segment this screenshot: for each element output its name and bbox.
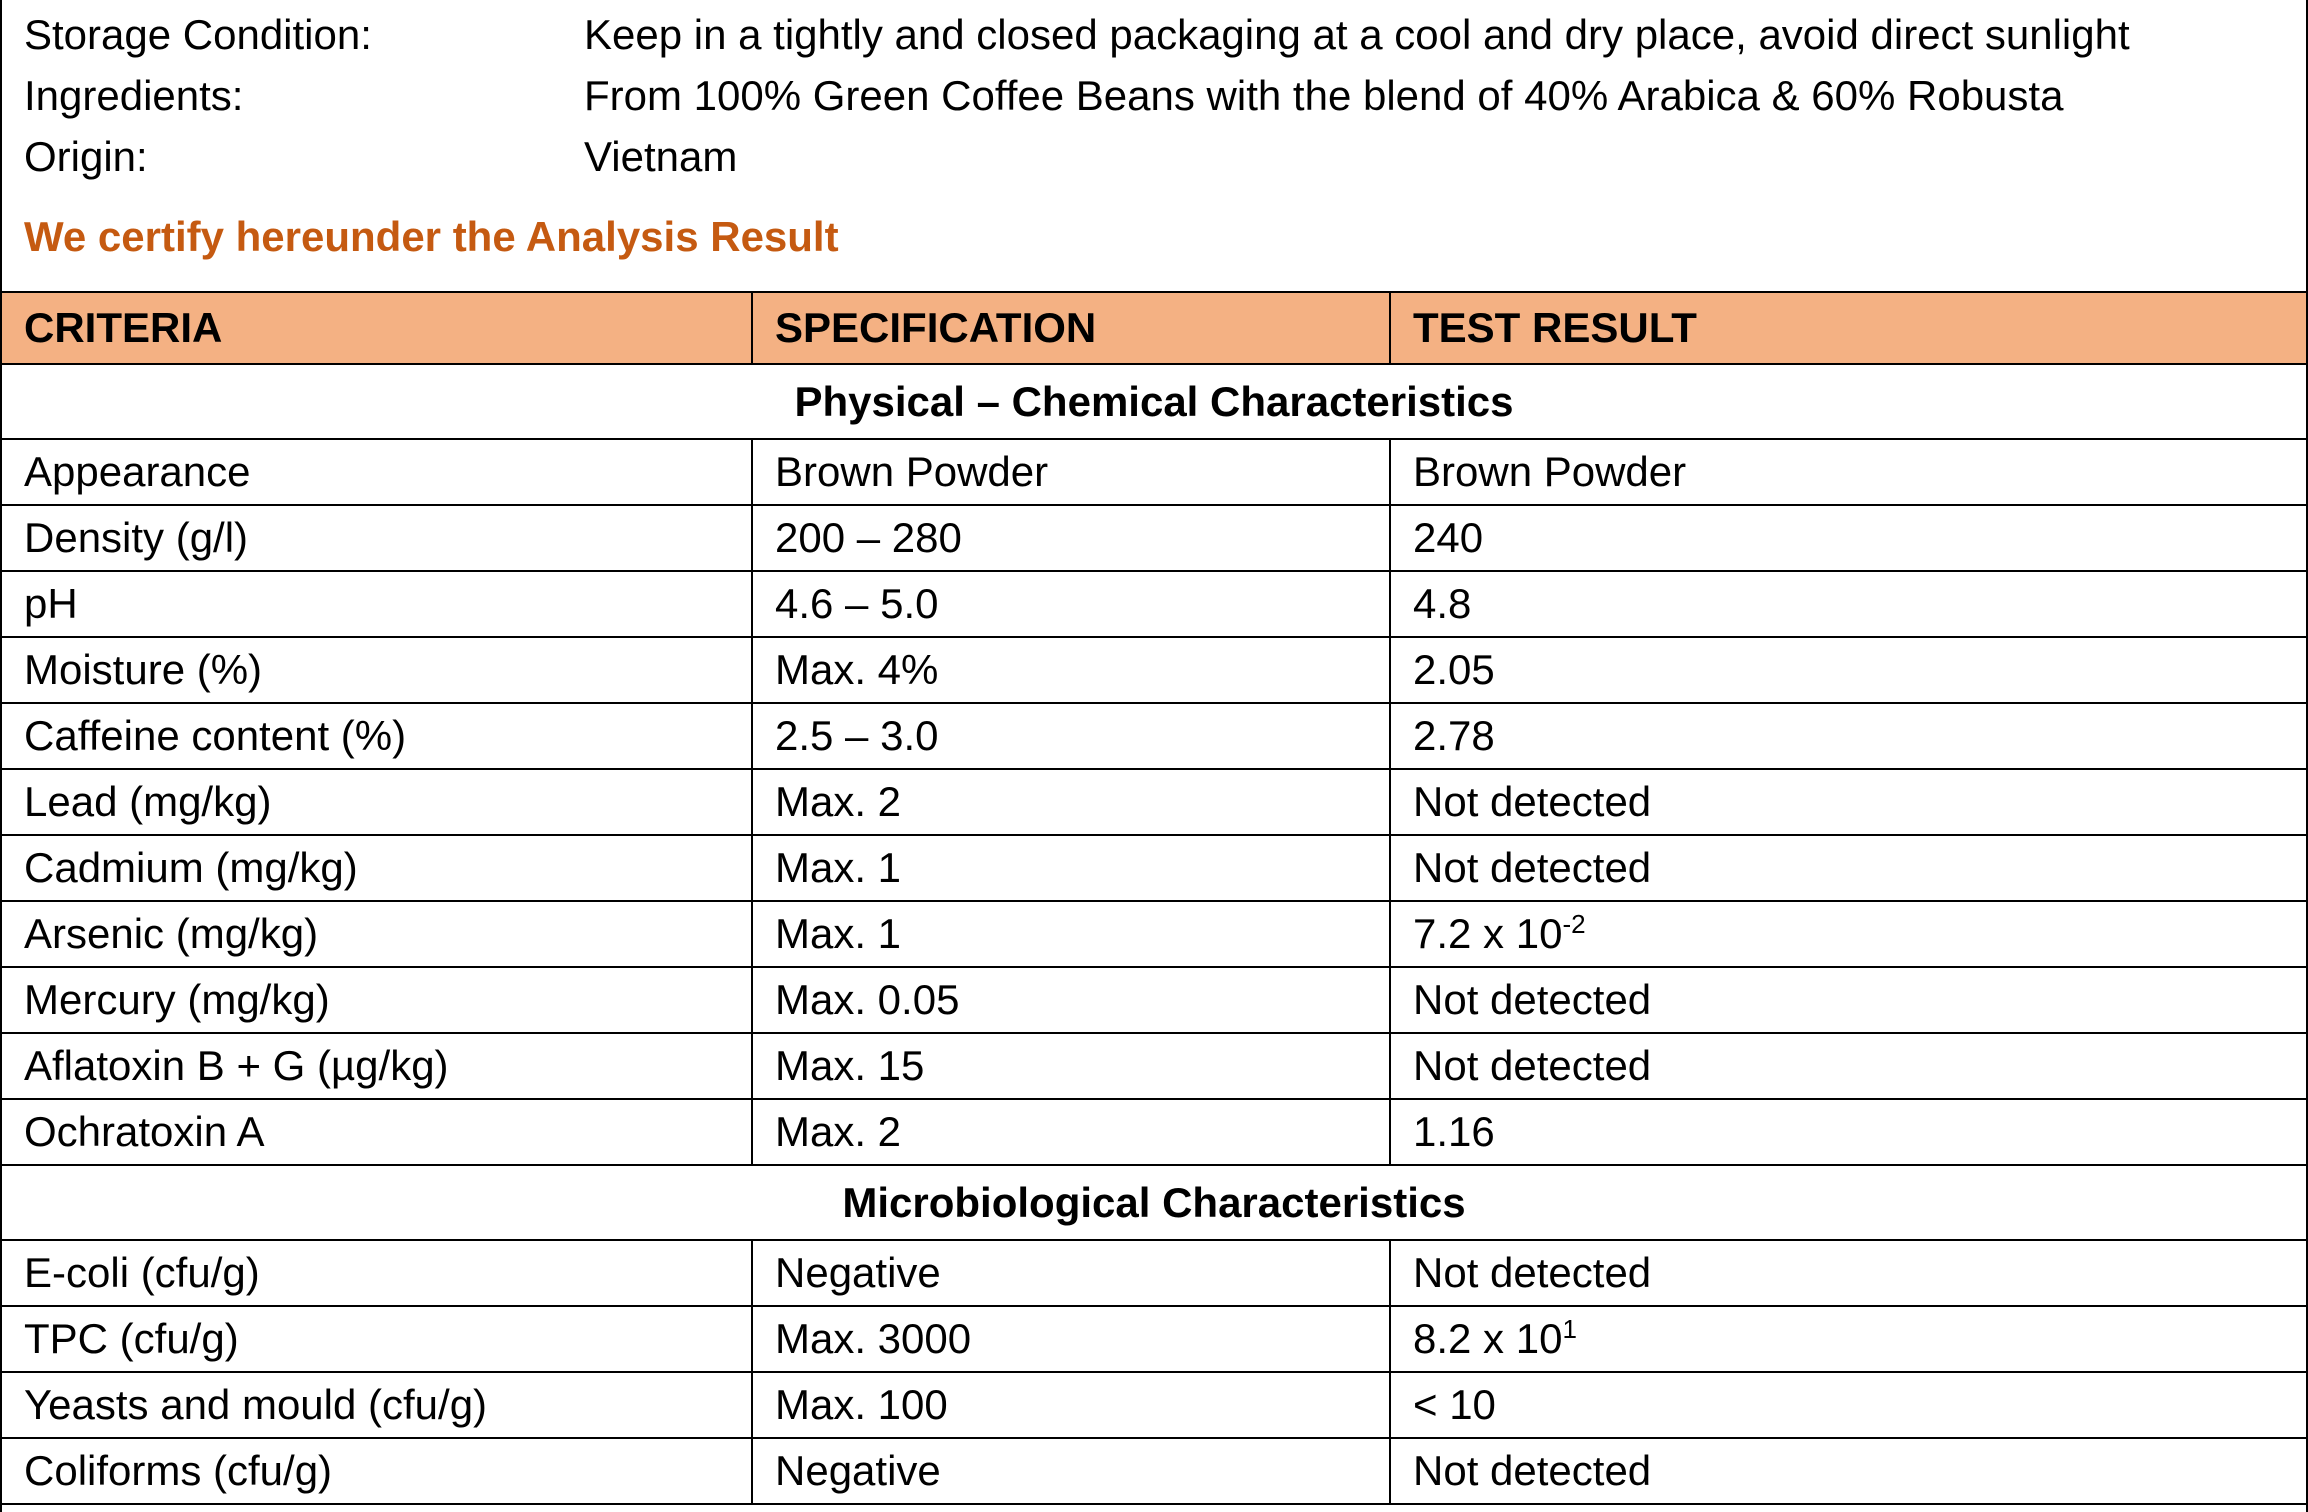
section-row (2, 1165, 2306, 1240)
cell-criteria: Mercury (mg/kg) (2, 967, 752, 1033)
cell-criteria: Yeasts and mould (cfu/g) (2, 1372, 752, 1438)
cell-specification: Negative (752, 1438, 1390, 1504)
cell-test-result: 2.05 (1390, 637, 2306, 703)
cell-test-result: 4.8 (1390, 571, 2306, 637)
table-row (2, 439, 2306, 505)
table-body (2, 364, 2306, 1504)
cell-specification: Max. 4% (752, 637, 1390, 703)
table-row (2, 769, 2306, 835)
cell-specification: Negative (752, 1240, 1390, 1306)
cell-criteria: pH (2, 571, 752, 637)
header-criteria: CRITERIA (2, 292, 752, 364)
cell-criteria: Aflatoxin B + G (µg/kg) (2, 1033, 752, 1099)
info-value: From 100% Green Coffee Beans with the blend of 40% Arabica & 60% Robusta (584, 72, 2064, 119)
value-base: 7.2 x 10 (1413, 910, 1563, 957)
cell-criteria: Ochratoxin A (2, 1099, 752, 1165)
value-exponent: -2 (1562, 909, 1586, 939)
cell-specification: 200 – 280 (752, 505, 1390, 571)
table-row (2, 1240, 2306, 1306)
cell-specification: 2.5 – 3.0 (752, 703, 1390, 769)
cell-test-result: Not detected (1390, 769, 2306, 835)
cell-criteria: Caffeine content (%) (2, 703, 752, 769)
cell-specification: Brown Powder (752, 439, 1390, 505)
info-label: Origin: (24, 133, 148, 180)
cell-test-result (1390, 901, 2306, 967)
table-row (2, 505, 2306, 571)
cell-criteria: Lead (mg/kg) (2, 769, 752, 835)
cell-specification: Max. 1 (752, 835, 1390, 901)
table-row (2, 1306, 2306, 1372)
cell-specification: Max. 100 (752, 1372, 1390, 1438)
cell-criteria: Moisture (%) (2, 637, 752, 703)
info-value: Keep in a tightly and closed packaging at a cool and dry place, avoid direct sunlight (584, 11, 2130, 58)
cell-specification: Max. 2 (752, 769, 1390, 835)
section-title: Physical – Chemical Characteristics (2, 364, 2306, 439)
info-row-origin (2, 126, 2306, 187)
header-test-result: TEST RESULT (1390, 292, 2306, 364)
cell-test-result: 1.16 (1390, 1099, 2306, 1165)
info-row-ingredients (2, 65, 2306, 126)
cell-test-result: 240 (1390, 505, 2306, 571)
section-title: Microbiological Characteristics (2, 1165, 2306, 1240)
cell-test-result: 2.78 (1390, 703, 2306, 769)
cell-test-result: Not detected (1390, 1438, 2306, 1504)
cell-specification: Max. 15 (752, 1033, 1390, 1099)
table-row (2, 1372, 2306, 1438)
cell-test-result: Not detected (1390, 1033, 2306, 1099)
cell-test-result: Brown Powder (1390, 439, 2306, 505)
table-row (2, 901, 2306, 967)
analysis-table (2, 291, 2306, 1505)
table-row (2, 1033, 2306, 1099)
cell-test-result: Not detected (1390, 967, 2306, 1033)
table-row (2, 571, 2306, 637)
product-info (2, 0, 2306, 277)
cell-specification: 4.6 – 5.0 (752, 571, 1390, 637)
table-row (2, 637, 2306, 703)
certify-heading: We certify hereunder the Analysis Result (24, 213, 839, 260)
cell-test-result (1390, 1306, 2306, 1372)
value-exponent: 1 (1562, 1314, 1577, 1344)
table-row (2, 1438, 2306, 1504)
table-row (2, 1099, 2306, 1165)
table-row (2, 967, 2306, 1033)
table-row (2, 835, 2306, 901)
info-label: Storage Condition: (24, 11, 372, 58)
info-row-storage (2, 4, 2306, 65)
cell-test-result: Not detected (1390, 1240, 2306, 1306)
cell-specification: Max. 1 (752, 901, 1390, 967)
cell-specification: Max. 3000 (752, 1306, 1390, 1372)
info-value: Vietnam (584, 133, 738, 180)
cell-test-result: Not detected (1390, 835, 2306, 901)
cell-criteria: E-coli (cfu/g) (2, 1240, 752, 1306)
cell-criteria: Density (g/l) (2, 505, 752, 571)
header-specification: SPECIFICATION (752, 292, 1390, 364)
cell-criteria: Appearance (2, 439, 752, 505)
cell-criteria: Coliforms (cfu/g) (2, 1438, 752, 1504)
section-row (2, 364, 2306, 439)
table-header-row (2, 292, 2306, 364)
cell-specification: Max. 0.05 (752, 967, 1390, 1033)
cell-criteria: TPC (cfu/g) (2, 1306, 752, 1372)
cell-criteria: Arsenic (mg/kg) (2, 901, 752, 967)
cell-test-result: < 10 (1390, 1372, 2306, 1438)
value-base: 8.2 x 10 (1413, 1315, 1563, 1362)
cell-criteria: Cadmium (mg/kg) (2, 835, 752, 901)
info-label: Ingredients: (24, 72, 244, 119)
cell-specification: Max. 2 (752, 1099, 1390, 1165)
table-row (2, 703, 2306, 769)
